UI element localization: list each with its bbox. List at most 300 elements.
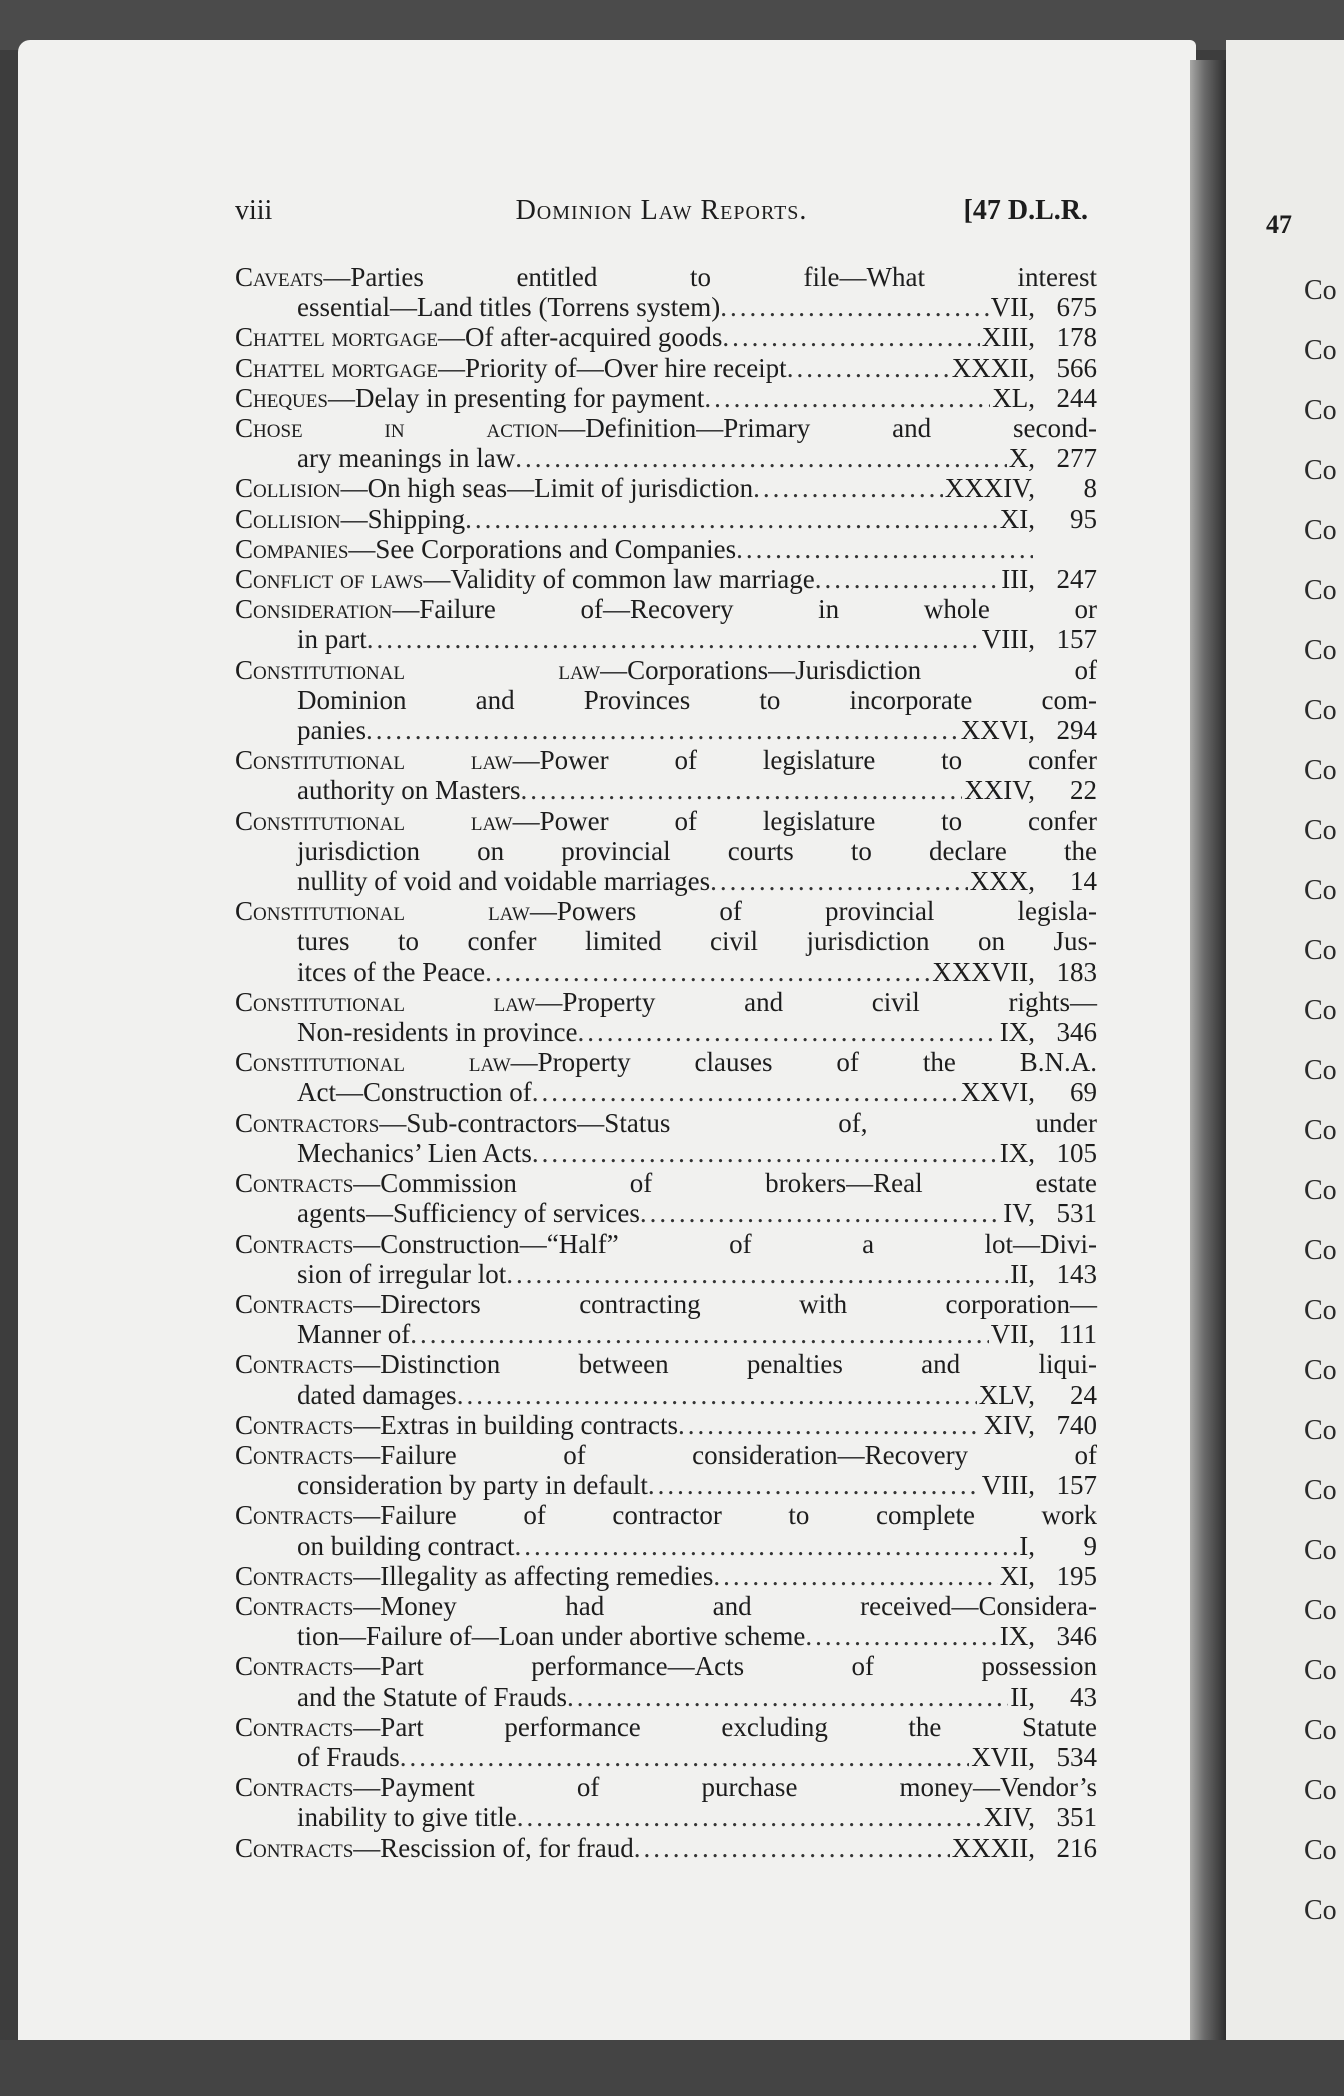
index-entry [235,383,1097,413]
volume-number: XXIV, [964,775,1035,806]
volume-number: II, [1010,1681,1035,1712]
entry-line-text: —Part performance—Acts of possession [353,1651,1097,1682]
volume-number: XXXVII, [932,956,1035,987]
entry-text [235,655,1097,685]
leader-dots [506,1259,1008,1289]
entry-text [235,353,787,383]
entry-line [235,594,1097,624]
adjacent-page-fragment: Co [1304,1175,1337,1206]
adjacent-page-fragment: Co [1304,1055,1337,1086]
page-number: 346 [1056,1621,1097,1652]
adjacent-page-fragment: Co [1304,1655,1337,1686]
entry-text [235,745,1097,775]
leader-dots [400,1742,970,1772]
leader-dots [485,957,930,987]
volume-number: IX, [999,1621,1035,1652]
index-entry [235,1500,1097,1560]
volume-number: XXX, [969,866,1035,897]
index-entry [235,655,1097,746]
entry-line [235,1259,1097,1289]
page-number: 157 [1056,1470,1097,1501]
entry-line-text: consideration by party in default [297,1470,648,1501]
index-entry [235,262,1097,322]
entry-line [235,1561,1097,1591]
entry-line-text: —Delay in presenting for payment [327,382,705,413]
index-entry [235,1168,1097,1228]
volume-reference: [47 D.L.R. [963,195,1088,226]
adjacent-page-fragment: Co [1304,1835,1337,1866]
adjacent-page-fragment: Co [1304,995,1337,1026]
adjacent-page-fragment: Co [1304,455,1337,486]
adjacent-page-edge [1226,40,1344,2060]
index-entry [235,353,1097,383]
index-entry [235,534,1097,564]
entry-text [297,292,720,322]
entry-line-text: panies [297,715,366,746]
leader-dots [640,1198,1001,1228]
leader-dots [465,504,998,534]
page-number: 244 [1056,382,1097,413]
entry-line-text: nullity of void and voidable marriages [297,866,711,897]
entry-line [235,1651,1097,1681]
entry-heading: Constitutional law [235,896,530,927]
leader-dots [753,473,943,503]
volume-number: XXXII, [951,352,1035,383]
entry-text [297,624,367,654]
entry-line-text: itces of the Peace [297,956,486,987]
page-number: 178 [1056,322,1097,353]
entry-line-text: tion—Failure of—Loan under abortive scheme [297,1621,806,1652]
entry-text [297,1531,514,1561]
leader-dots [736,534,1033,564]
index-entry [235,1108,1097,1168]
entry-line [235,745,1097,775]
leader-dots [722,322,979,352]
entry-text [235,383,704,413]
index-entry [235,1833,1097,1863]
entry-heading: Consideration [235,594,393,625]
index-entry [235,1047,1097,1107]
entry-line-text: —Payment of purchase money—Vendor’s [353,1772,1097,1803]
index-entry [235,1651,1097,1711]
entry-text [235,1047,1097,1077]
entry-text [235,534,736,564]
adjacent-page-fragment: Co [1304,695,1337,726]
adjacent-page-fragment: Co [1304,935,1337,966]
entry-line [235,1017,1097,1047]
entry-line [235,1077,1097,1107]
entry-line [235,1138,1097,1168]
entry-line-text: in part [297,624,367,655]
entry-heading: Cheques [235,382,328,413]
page-number: 22 [1070,775,1097,806]
entry-line [235,1229,1097,1259]
leader-dots [514,1531,1017,1561]
index-entry [235,1229,1097,1289]
entry-heading: Contracts [235,1590,354,1621]
entry-heading: Contracts [235,1228,354,1259]
entry-text [297,443,515,473]
index-entry [235,1440,1097,1500]
leader-dots [713,1561,997,1591]
entry-line [235,1500,1097,1530]
entry-line-text: —Failure of consideration—Recovery of [353,1439,1097,1470]
entry-line [235,1349,1097,1379]
index-entry [235,413,1097,473]
page-gutter-shadow [1190,60,1226,2060]
entry-line-text: —Shipping [340,503,466,534]
entry-line-text: —Rescission of, for fraud [353,1832,634,1863]
entry-heading: Contracts [235,1349,354,1380]
entry-heading: Conflict of laws [235,564,424,595]
page-number: 111 [1058,1319,1097,1350]
entry-text [297,685,1097,715]
entry-line [235,1742,1097,1772]
entry-line [235,473,1097,503]
entry-line [235,262,1097,292]
page-number: 675 [1056,292,1097,323]
entry-line [235,534,1097,564]
entry-heading: Contracts [235,1288,354,1319]
entry-line-text: —Power of legislature to confer [512,805,1097,836]
entry-line-text: Non-residents in province [297,1017,578,1048]
entry-line-text: —Sub-contractors—Status of, under [379,1107,1097,1138]
page-number: 531 [1056,1198,1097,1229]
entry-heading: Collision [235,473,341,504]
entry-text [297,1259,506,1289]
page-number: 351 [1056,1802,1097,1833]
entry-text [297,775,520,805]
volume-number: IX, [999,1017,1035,1048]
entry-line [235,1440,1097,1470]
leader-dots [517,1802,982,1832]
entry-text [297,957,485,987]
index-entry [235,1591,1097,1651]
leader-dots [515,443,1007,473]
leader-dots [367,624,980,654]
leader-dots [366,715,959,745]
index-entry [235,1349,1097,1409]
entry-text [235,1500,1097,1530]
volume-number: VII, [990,292,1035,323]
entry-line-text: agents—Sufficiency of services [297,1198,640,1229]
index-entry [235,1410,1097,1440]
entry-line-text: —Property clauses of the B.N.A. [510,1047,1097,1078]
adjacent-page-fragment: Co [1304,1475,1337,1506]
entry-text [297,1742,400,1772]
entry-heading: Contractors [235,1107,380,1138]
entry-text [297,1802,517,1832]
page-number: 566 [1056,352,1097,383]
entry-text [235,1289,1097,1319]
volume-number: XXXIV, [944,473,1035,504]
entry-text [235,1229,1097,1259]
entry-line-text: Mechanics’ Lien Acts [297,1137,532,1168]
entry-text [297,1138,532,1168]
index-entry [235,806,1097,897]
page-number: 69 [1070,1077,1097,1108]
volume-number: X, [1008,443,1035,474]
entry-heading: Constitutional law [235,1047,511,1078]
entry-text [235,1440,1097,1470]
entry-line-text: —Directors contracting with corporation— [353,1288,1097,1319]
entry-line [235,292,1097,322]
entry-line-text: —Failure of—Recovery in whole or [392,594,1097,625]
entry-text [235,987,1097,1017]
index-entry [235,504,1097,534]
entry-line-text: —Extras in building contracts [353,1409,678,1440]
adjacent-page-fragment: Co [1304,1355,1337,1386]
entry-line [235,353,1097,383]
entry-line [235,685,1097,715]
adjacent-page-fragment: Co [1304,515,1337,546]
index-entry [235,564,1097,594]
page-number: 346 [1056,1017,1097,1048]
entry-text [235,1712,1097,1742]
adjacent-page-fragment: Co [1304,1235,1337,1266]
volume-number: VIII, [981,1470,1035,1501]
entry-line [235,1289,1097,1319]
volume-number: I, [1019,1530,1035,1561]
entry-line-text: and the Statute of Frauds [297,1681,567,1712]
page-number: 183 [1056,956,1097,987]
entry-line [235,1772,1097,1802]
entry-line [235,896,1097,926]
entry-text [235,413,1097,443]
page-number: 143 [1056,1258,1097,1289]
entry-line [235,413,1097,443]
entry-text [235,1833,634,1863]
entry-line [235,1591,1097,1621]
entry-text [235,473,753,503]
page-number: 43 [1070,1681,1097,1712]
volume-number: XVII, [971,1741,1035,1772]
volume-number: XXVI, [960,715,1035,746]
leader-dots [815,564,1000,594]
volume-number: VII, [990,1319,1035,1350]
entry-text [297,926,1097,956]
leader-dots [678,1410,982,1440]
entry-line [235,624,1097,654]
index-list [235,262,1097,1863]
entry-line-text: —Definition—Primary and second- [558,413,1097,444]
entry-line [235,1047,1097,1077]
leader-dots [410,1319,989,1349]
running-header [235,195,1088,235]
entry-text [235,1772,1097,1802]
entry-line-text: —Illegality as affecting remedies [353,1560,714,1591]
leader-dots [532,1138,998,1168]
entry-line [235,655,1097,685]
entry-line [235,1380,1097,1410]
entry-line-text: —Parties entitled to file—What interest [323,262,1097,292]
entry-line-text: —On high seas—Limit of jurisdiction [340,473,754,504]
entry-line [235,1168,1097,1198]
leader-dots [532,1077,959,1107]
adjacent-page-fragment: Co [1304,1715,1337,1746]
entry-text [297,1198,640,1228]
entry-line [235,564,1097,594]
adjacent-page-fragment: Co [1304,1535,1337,1566]
entry-text [297,1017,577,1047]
volume-number: XIV, [983,1802,1035,1833]
page-number: 9 [1083,1530,1097,1561]
leader-dots [787,353,950,383]
volume-number: XXXII, [951,1832,1035,1863]
entry-text [297,1470,648,1500]
entry-text [297,715,366,745]
entry-line-text: of Frauds [297,1741,400,1772]
volume-number: XLV, [978,1379,1035,1410]
leader-dots [457,1380,977,1410]
adjacent-page-fragment: Co [1304,1115,1337,1146]
entry-text [297,866,710,896]
adjacent-page-fragment: Co [1304,575,1337,606]
page-number: 95 [1070,503,1097,534]
entry-heading: Contracts [235,1711,354,1742]
entry-line [235,866,1097,896]
entry-line [235,1833,1097,1863]
leader-dots [567,1682,1008,1712]
entry-heading: Collision [235,503,341,534]
entry-line [235,504,1097,534]
leader-dots [577,1017,997,1047]
entry-line-text: —Part performance excluding the Statute [353,1711,1097,1742]
volume-number: III, [1001,564,1035,595]
entry-text [235,1168,1097,1198]
leader-dots [634,1833,950,1863]
volume-number: XI, [999,1560,1035,1591]
adjacent-page-fragment: Co [1304,875,1337,906]
adjacent-page-fragment: Co [1304,1895,1337,1926]
page-number: 105 [1056,1137,1097,1168]
entry-line [235,987,1097,1017]
page-number: 247 [1056,564,1097,595]
entry-text [235,1349,1097,1379]
entry-line [235,775,1097,805]
volume-number: II, [1010,1258,1035,1289]
scan-background-bottom [0,2040,1344,2096]
entry-line [235,957,1097,987]
entry-text [297,1621,805,1651]
entry-text [297,1077,532,1107]
entry-text [235,322,722,352]
volume-number: IX, [999,1137,1035,1168]
entry-line [235,1319,1097,1349]
entry-text [235,1108,1097,1138]
page-number: 740 [1056,1409,1097,1440]
running-title: Dominion Law Reports. [515,195,808,226]
entry-line [235,1682,1097,1712]
entry-line [235,322,1097,352]
entry-heading: Contracts [235,1439,354,1470]
entry-line [235,383,1097,413]
entry-text [297,1380,457,1410]
entry-line-text: Act—Construction of [297,1077,532,1108]
index-entry [235,987,1097,1047]
entry-line-text: tures to confer limited civil jurisdiction on Jus- [297,926,1097,957]
volume-number: XIV, [983,1409,1035,1440]
entry-line-text: sion of irregular lot [297,1258,507,1289]
adjacent-page-fragment: Co [1304,755,1337,786]
entry-line [235,715,1097,745]
leader-dots [704,383,990,413]
page-number: 8 [1083,473,1097,504]
entry-heading: Chose in action [235,413,559,444]
index-entry [235,1561,1097,1591]
entry-line-text: —Property and civil rights— [535,986,1097,1017]
volume-number: XIII, [981,322,1035,353]
entry-text [235,1561,713,1591]
entry-line [235,836,1097,866]
entry-line-text: —Validity of common law marriage [423,564,815,595]
entry-heading: Contracts [235,1409,354,1440]
entry-line [235,1410,1097,1440]
volume-number: XL, [992,382,1035,413]
entry-line-text: —Of after-acquired goods [438,322,723,353]
entry-text [297,836,1097,866]
entry-line-text: on building contract [297,1530,515,1561]
adjacent-page-fragment: Co [1304,635,1337,666]
entry-line [235,806,1097,836]
entry-line [235,443,1097,473]
entry-heading: Companies [235,533,349,564]
index-entry [235,1772,1097,1832]
adjacent-page-fragment: Co [1304,1295,1337,1326]
entry-heading: Chattel mortgage [235,322,439,353]
entry-text [235,806,1097,836]
entry-line [235,1531,1097,1561]
index-entry [235,594,1097,654]
entry-heading: Contracts [235,1832,354,1863]
adjacent-page-fragment: Co [1304,1595,1337,1626]
leader-dots [805,1621,997,1651]
adjacent-page-fragment: Co [1304,395,1337,426]
entry-line-text: —Corporations—Jurisdiction of [600,654,1097,685]
volume-number: XXVI, [960,1077,1035,1108]
leader-dots [710,866,968,896]
entry-line [235,1621,1097,1651]
entry-line [235,1712,1097,1742]
adjacent-page-fragment: Co [1304,275,1337,306]
entry-heading: Chattel mortgage [235,352,439,383]
entry-line [235,1108,1097,1138]
entry-line-text: Manner of [297,1319,411,1350]
index-entry [235,745,1097,805]
entry-text [235,594,1097,624]
entry-line-text: jurisdiction on provincial courts to declare the [297,835,1097,866]
entry-text [235,896,1097,926]
entry-line [235,1470,1097,1500]
entry-line-text: —Construction—“Half” of a lot—Divi- [353,1228,1097,1259]
entry-text [297,1319,410,1349]
page-number: 14 [1070,866,1097,897]
entry-text [235,262,1097,292]
page-number: 277 [1056,443,1097,474]
adjacent-page-fragment: Co [1304,1775,1337,1806]
leader-dots [648,1470,980,1500]
entry-line [235,1802,1097,1832]
entry-line-text: —See Corporations and Companies [348,533,737,564]
entry-heading: Constitutional law [235,745,513,776]
entry-line [235,1198,1097,1228]
entry-text [235,1410,678,1440]
entry-line-text: —Distinction between penalties and liqui- [353,1349,1097,1380]
volume-number: VIII, [981,624,1035,655]
entry-heading: Contracts [235,1772,354,1803]
entry-text [235,1591,1097,1621]
entry-line-text: Dominion and Provinces to incorporate com- [297,684,1097,715]
